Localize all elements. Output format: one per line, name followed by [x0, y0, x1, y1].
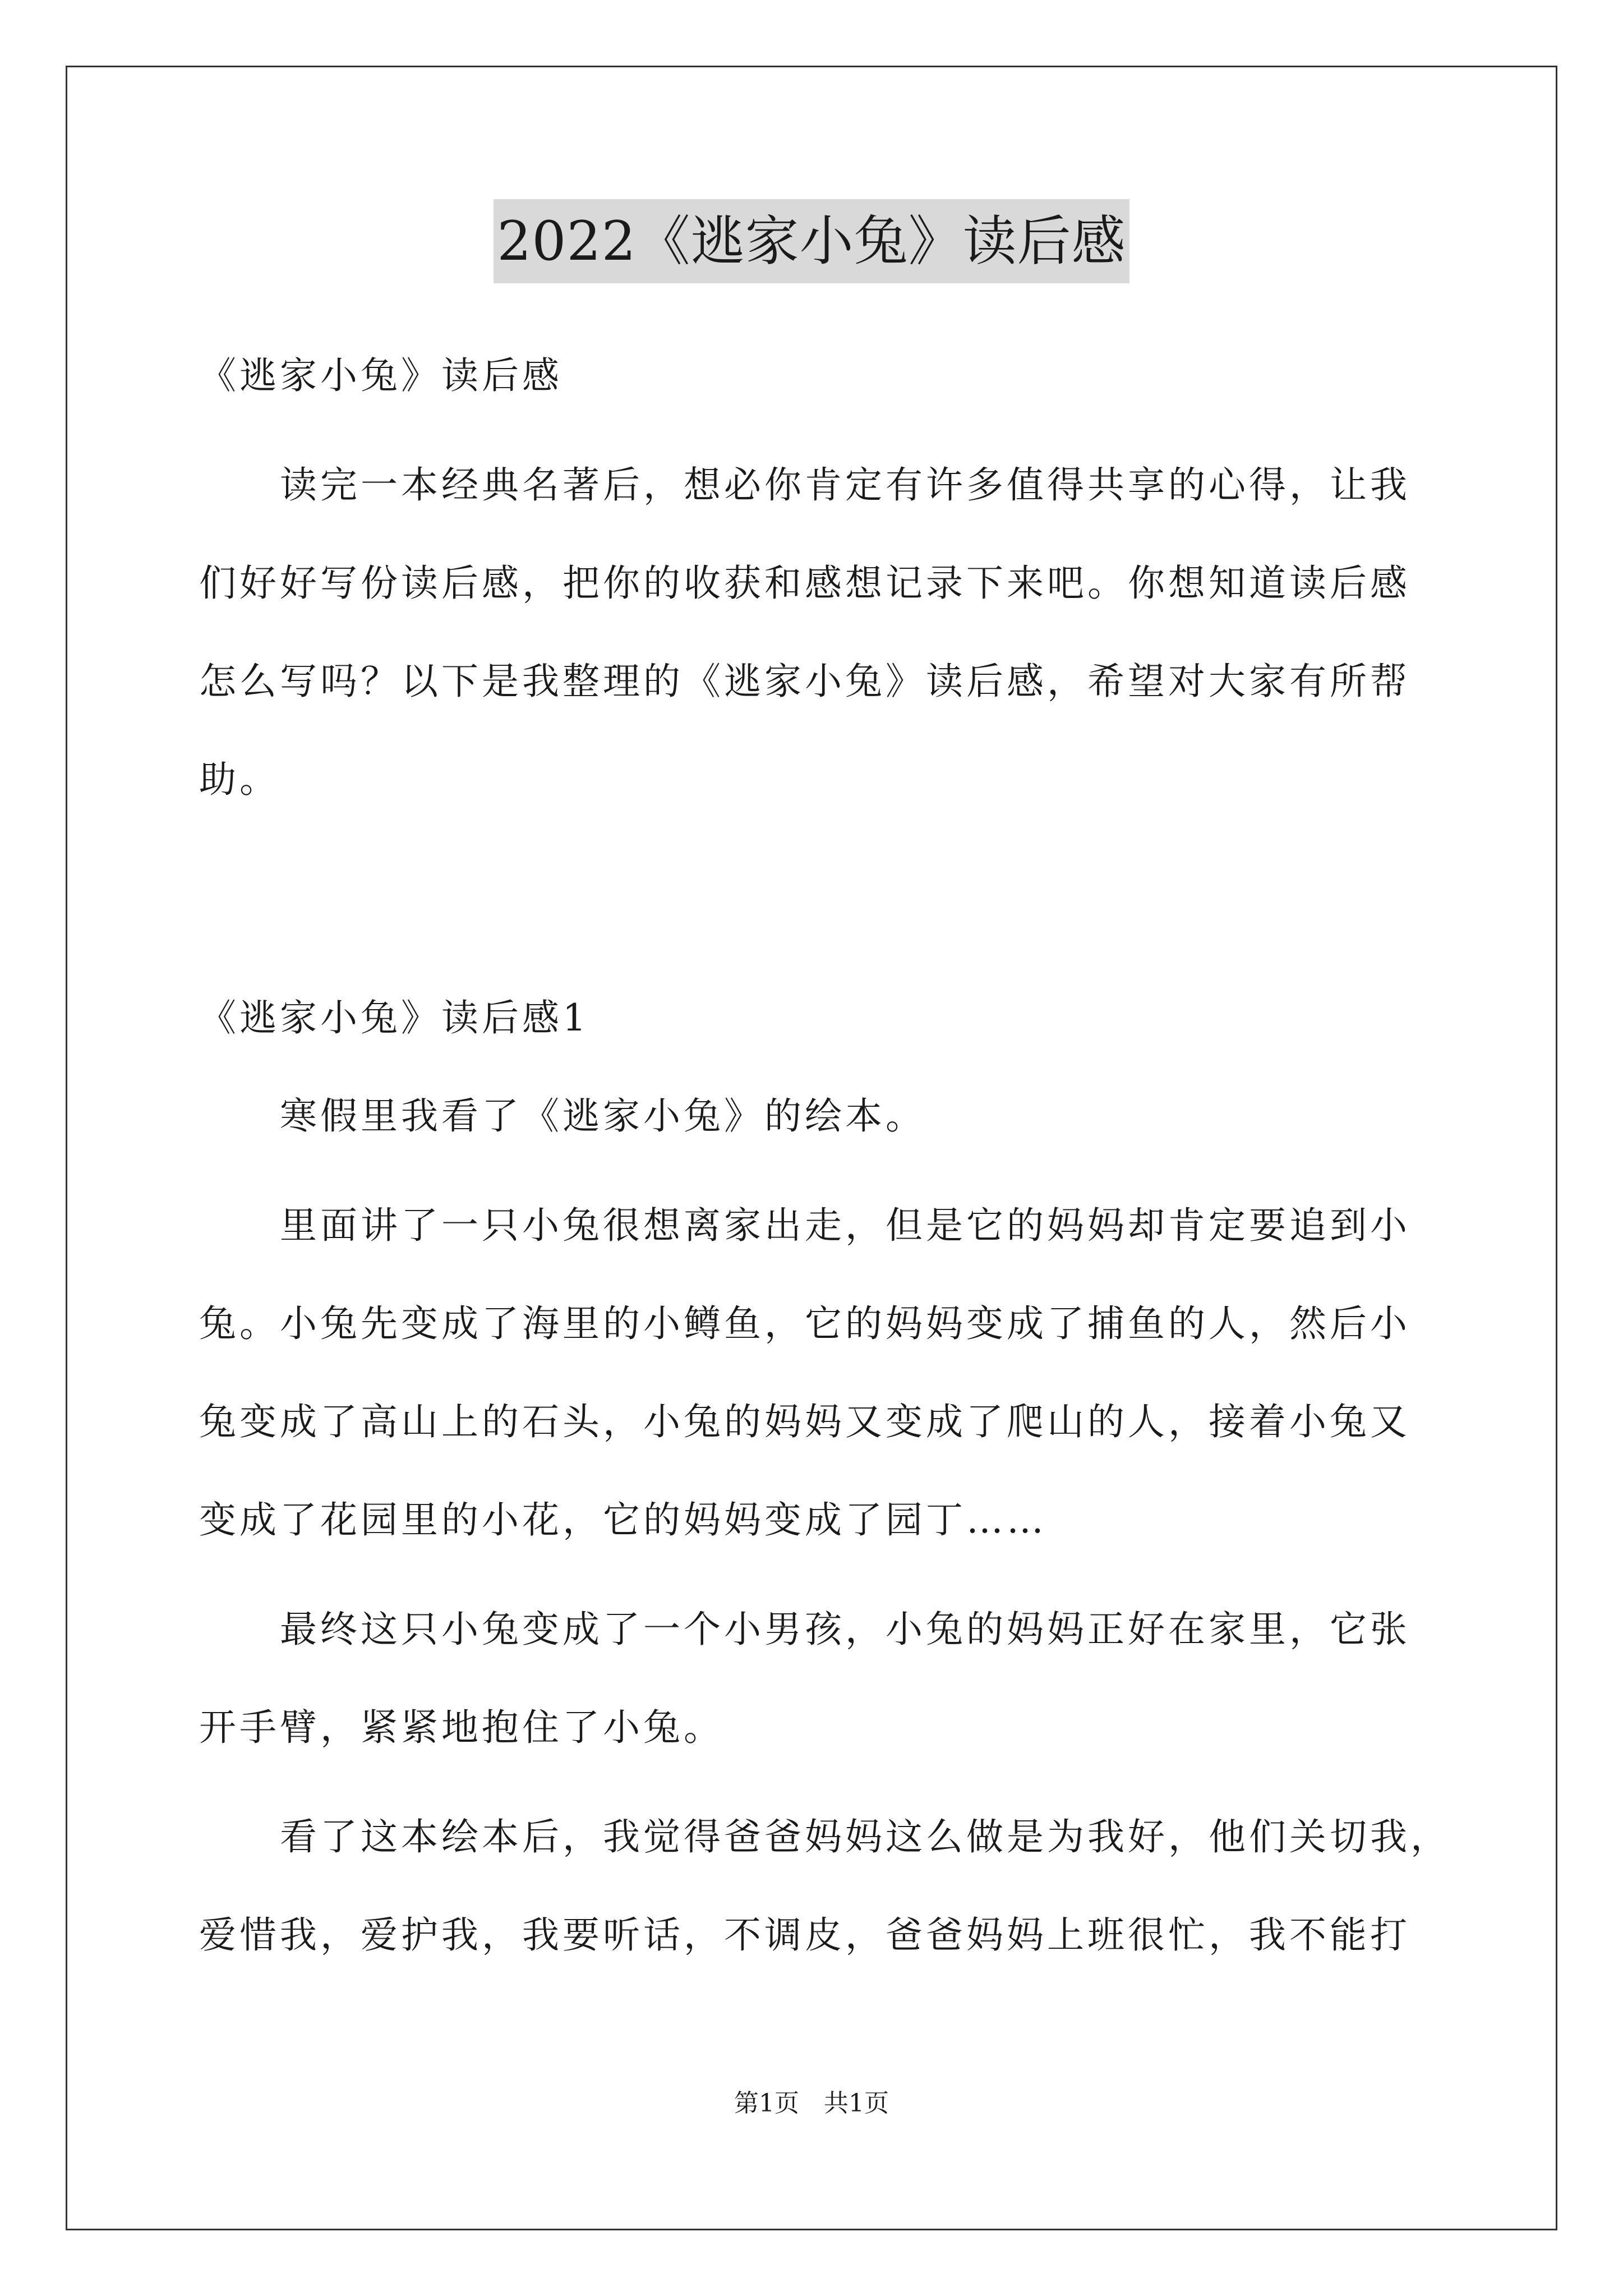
- paragraph-line: 爱惜我，爱护我，我要听话，不调皮，爸爸妈妈上班很忙，我不能打: [199, 1913, 1410, 1957]
- page-number-footer: 第1页 共1页: [734, 2089, 889, 2118]
- paragraph-line: 最终这只小兔变成了一个小男孩，小兔的妈妈正好在家里，它张: [199, 1608, 1410, 1651]
- section-heading-1: 《逃家小兔》读后感1: [199, 996, 589, 1039]
- section-heading-intro: 《逃家小兔》读后感: [199, 354, 562, 397]
- paragraph-line: 兔。小兔先变成了海里的小鳟鱼，它的妈妈变成了捕鱼的人，然后小: [199, 1302, 1410, 1345]
- paragraph-line: 读完一本经典名著后，想必你肯定有许多值得共享的心得，让我: [199, 463, 1410, 507]
- paragraph-line: 助。: [199, 758, 280, 801]
- paragraph-line: 兔变成了高山上的石头，小兔的妈妈又变成了爬山的人，接着小兔又: [199, 1400, 1410, 1443]
- paragraph-line: 开手臂，紧紧地抱住了小兔。: [199, 1706, 724, 1749]
- title-container: [0, 199, 1623, 283]
- paragraph-line: 怎么写吗？以下是我整理的《逃家小兔》读后感，希望对大家有所帮: [199, 660, 1410, 703]
- paragraph-line: 寒假里我看了《逃家小兔》的绘本。: [199, 1094, 926, 1138]
- paragraph-line: 看了这本绘本后，我觉得爸爸妈妈这么做是为我好，他们关切我，: [199, 1815, 1451, 1858]
- paragraph-line: 里面讲了一只小兔很想离家出走，但是它的妈妈却肯定要追到小: [199, 1204, 1410, 1247]
- document-title: 2022《逃家小兔》读后感: [494, 199, 1129, 283]
- paragraph-line: 们好好写份读后感，把你的收获和感想记录下来吧。你想知道读后感: [199, 562, 1410, 605]
- paragraph-line: 变成了花园里的小花，它的妈妈变成了园丁……: [199, 1498, 1047, 1542]
